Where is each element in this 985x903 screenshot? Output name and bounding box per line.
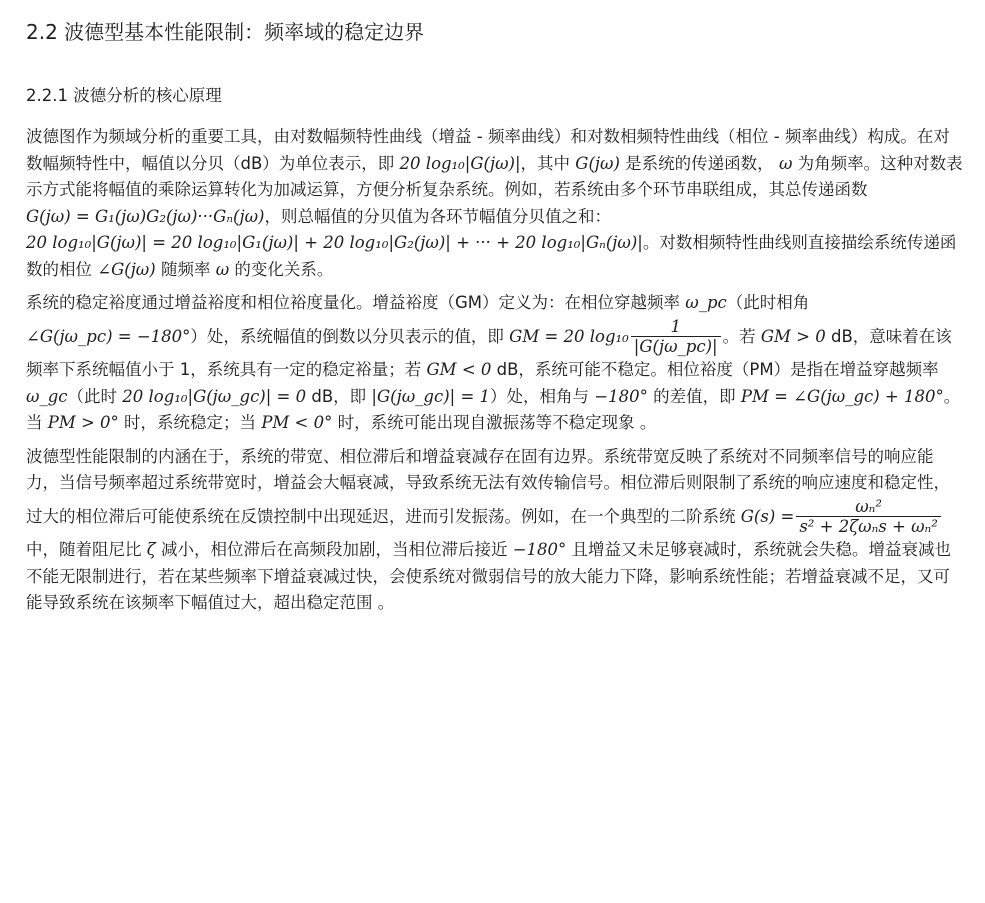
text: 系统的稳定裕度通过增益裕度和相位裕度量化。增益裕度（GM）定义为：在相位穿越频率 [26, 293, 686, 312]
text: 。当 [26, 386, 961, 433]
text: ）处，系统幅值的倒数以分贝表示的值，即 [190, 326, 510, 346]
paragraph-bode-limits [26, 444, 963, 617]
math-magnitude-db: 20 log₁₀|G(jω)| [399, 153, 521, 173]
text: 波德图作为频域分析的重要工具，由对数幅频特性曲线（增益 - 频率曲线）和对数相频特性曲线（相位 - 频率曲线）构成。在对数幅频特性中，幅值以分贝（dB）为单位表示，即 [26, 127, 950, 173]
math-phase-crossover: ∠G(jω_pc) = −180° [26, 326, 191, 346]
text: 是系统的传递函数， [619, 153, 779, 173]
math-gm-definition: GM = 20 log₁₀ [509, 326, 629, 346]
math-omega: ω [778, 153, 793, 173]
text: 且增益又未足够衰减时，系统就会失稳。增益衰减也不能无限制进行，若在某些频率下增益衰减过快，会使系统对微弱信号的放大能力下降，影响系统性能；若增益衰减不足，又可能导致系统在该频率下幅值过大，超出稳定范围 。 [26, 540, 952, 613]
math-gm-fraction [631, 317, 721, 358]
math-transfer-function: G(jω) [575, 153, 620, 173]
fraction-denominator: |G(jω_pc)| [633, 337, 718, 357]
text: 中，随着阻尼比 [26, 540, 147, 560]
math-gm-positive: GM > 0 [760, 326, 826, 346]
text: （此时 [67, 386, 123, 406]
text: 随频率 [155, 259, 216, 279]
paragraph-stability-margin [26, 290, 963, 437]
math-gain-crossover: 20 log₁₀|G(jω_gc)| = 0 [122, 386, 307, 406]
math-minus-180: −180° [512, 540, 567, 560]
math-omega: ω [215, 259, 230, 279]
math-minus-180: −180° [594, 386, 648, 406]
text: ，其中 [520, 153, 576, 173]
text: 时，系统可能出现自激振荡等不稳定现象 。 [332, 413, 657, 433]
subsection-heading: 2.2.1 波德分析的核心原理 [26, 86, 222, 105]
text: dB，意味着在该频率下系统幅值小于 1，系统具有一定的稳定裕量；若 [26, 326, 952, 380]
text: ）处，相角与 [490, 386, 595, 406]
text: 减小，相位滞后在高频段加剧，当相位滞后接近 [155, 540, 513, 560]
math-gm-negative: GM < 0 [426, 360, 492, 380]
text: （此时相角 [726, 293, 810, 312]
section-heading: 2.2 波德型基本性能限制：频率域的稳定边界 [26, 20, 425, 44]
fraction-denominator: s² + 2ζωₙs + ωₙ² [799, 517, 938, 537]
text: 的变化关系。 [229, 259, 334, 279]
math-second-order-lhs: G(s) = [740, 506, 795, 526]
fraction-numerator: ωₙ² [796, 497, 941, 518]
math-pm-negative: PM < 0° [261, 413, 333, 433]
math-omega-gc: ω_gc [26, 386, 68, 406]
math-pm-positive: PM > 0° [47, 413, 119, 433]
text: ，则总幅值的分贝值为各环节幅值分贝值之和： [264, 206, 611, 226]
math-db-sum: 20 log₁₀|G(jω)| = 20 log₁₀|G₁(jω)| + 20 log₁₀|G₂(jω)| + ··· + 20 log₁₀|Gₙ(jω)| [26, 233, 643, 252]
text: 。若 [722, 326, 761, 346]
fraction-numerator: 1 [631, 317, 721, 338]
math-second-order-fraction [796, 497, 941, 538]
math-series-product: G(jω) = G₁(jω)G₂(jω)···Gₙ(jω) [26, 206, 265, 226]
text: 时，系统稳定；当 [118, 413, 262, 433]
math-pm-definition: PM = ∠G(jω_gc) + 180° [740, 386, 944, 406]
text: dB，系统可能不稳定。相位裕度（PM）是指在增益穿越频率 [491, 360, 939, 380]
text: 。对数相频特性曲线则直接描绘系统传递函数的相位 [26, 233, 957, 279]
math-unit-magnitude: |G(jω_gc)| = 1 [371, 386, 491, 406]
text: 的差值，即 [647, 386, 741, 406]
text: dB，即 [306, 386, 372, 406]
text: 为角频率。这种对数表示方式能将幅值的乘除运算转化为加减运算，方便分析复杂系统。例如，若系统由多个环节串联组成，其总传递函数 [26, 153, 963, 199]
math-phase: ∠G(jω) [97, 259, 156, 279]
math-omega-pc: ω_pc [685, 293, 727, 312]
paragraph-bode-principle [26, 124, 963, 283]
text: 波德型性能限制的内涵在于，系统的带宽、相位滞后和增益衰减存在固有边界。系统带宽反映了系统对不同频率信号的响应能力，当信号频率超过系统带宽时，增益会大幅衰减，导致系统无法有效传输信号。相位滞后则限制了系统的响应速度和稳定性，过大的相位滞后可能使系统在反馈控制中出现延迟，进而引发振荡。例如，在一个典型的二阶系统 [26, 446, 950, 526]
math-zeta: ζ [146, 540, 156, 560]
